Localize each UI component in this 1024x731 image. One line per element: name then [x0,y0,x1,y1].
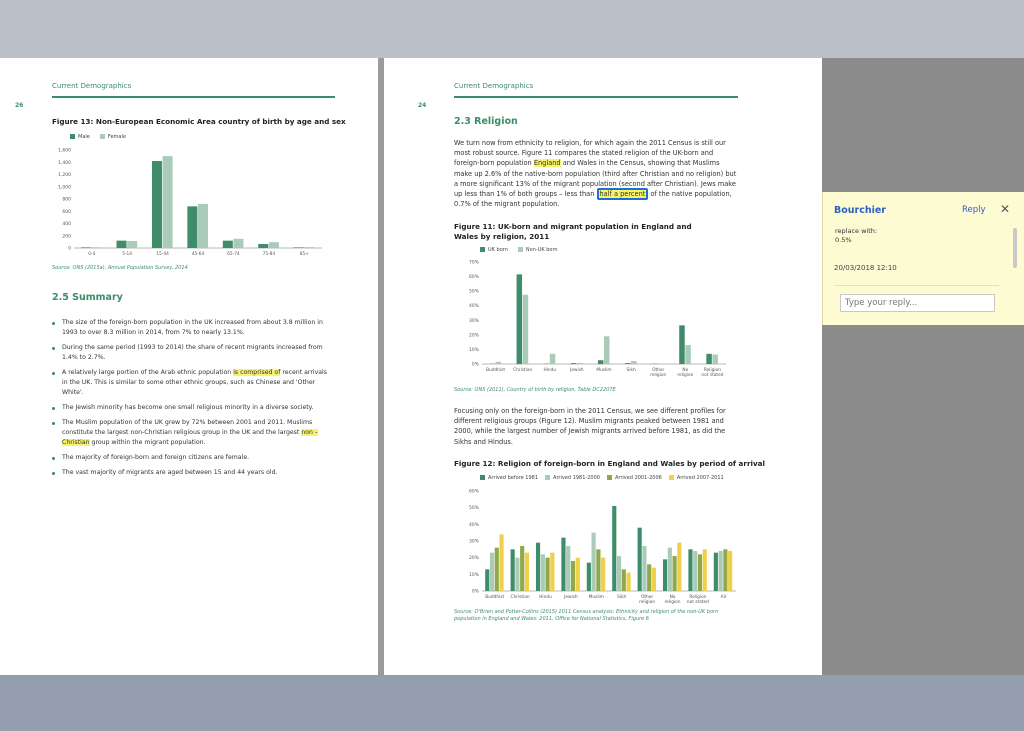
bar-arrived-1981-2000 [642,546,646,591]
x-tick-label: 75-84 [262,252,276,257]
x-tick-label: Religion [703,368,721,373]
comment-timestamp: 20/03/2018 12:10 [834,264,897,272]
bar-arrived-1981-2000 [592,533,596,591]
bar-uk-born [517,274,523,364]
summary-bullet: The majority of foreign-born and foreign citizens are female. [52,453,334,463]
text-highlight[interactable]: non – Christian [62,429,319,446]
highlight-half-a-percent[interactable]: half a percent [597,188,649,200]
bar-female [92,247,102,248]
bar-male [294,247,304,248]
bar-arrived-2001-2006 [596,549,600,591]
y-tick-label: 1,400 [58,160,71,166]
x-tick-label: Jewish [564,595,578,600]
legend-item-non-uk-born: Non-UK born [518,247,558,253]
bar-arrived-before-1981 [511,549,515,591]
y-tick-label: 1,600 [58,148,71,154]
x-tick-label: Hindu [543,368,557,373]
bar-arrived-1981-2000 [693,551,697,591]
bar-arrived-2001-2006 [571,561,575,591]
bar-arrived-2007-2011 [728,551,732,591]
legend-item-2001-2006: Arrived 2001-2006 [607,475,662,481]
bar-arrived-2007-2011 [703,549,707,591]
highlight-england[interactable]: England [533,159,561,168]
x-tick-label: All [720,595,726,600]
bar-arrived-2001-2006 [495,548,499,591]
y-tick-label: 200 [62,234,71,240]
bar-arrived-before-1981 [688,549,692,591]
x-tick-label: No [669,595,676,600]
bar-female [163,156,173,248]
x-tick-label: not stated [701,373,724,378]
bar-arrived-before-1981 [663,559,667,591]
bar-arrived-2001-2006 [520,546,524,591]
y-tick-label: 60% [468,489,479,495]
bar-male [152,161,162,248]
figure-11-legend [480,247,558,253]
x-tick-label: Other [640,595,654,600]
bar-arrived-2007-2011 [677,543,681,591]
bar-non-uk-born [577,363,583,364]
y-tick-label: 0% [471,589,479,595]
y-tick-label: 800 [62,197,71,203]
middle-paragraph: Focusing only on the foreign-born in the 2011 Census, we see different profiles for different religious groups (Figure 12). Muslim migrants peaked between 1981 and 2000, while the largest number of Jewish migrants arrived before 1981, as did the Sikhs and Hindus. [454,407,726,446]
legend-item-1981-2000: Arrived 1981-2000 [545,475,600,481]
y-tick-label: 30% [468,318,479,324]
bar-arrived-1981-2000 [617,556,621,591]
bar-male [258,244,268,248]
bar-arrived-1981-2000 [566,546,570,591]
y-tick-label: 0 [68,246,71,252]
bar-arrived-1981-2000 [515,558,519,591]
header-rule [52,96,335,98]
comment-text: replace with: 0.5% [835,227,878,244]
comment-author: Bourchier [834,205,886,216]
running-head: Current Demographics [454,82,534,90]
bar-uk-born [625,363,631,364]
bar-arrived-before-1981 [561,538,565,591]
bar-non-uk-born [658,363,664,364]
legend-item-2007-2011: Arrived 2007-2011 [669,475,724,481]
comment-separator [834,285,999,286]
bar-uk-born [679,325,685,364]
x-tick-label: Buddhist [486,368,506,373]
x-tick-label: 15-44 [156,252,169,257]
summary-list [52,318,334,483]
bar-female [233,239,243,248]
x-tick-label: Buddhist [485,595,505,600]
bar-arrived-before-1981 [612,506,616,591]
x-tick-label: 45-64 [191,252,205,257]
page-number: 26 [15,102,24,109]
x-tick-label: Christian [510,595,530,600]
bar-uk-born [598,360,604,364]
bar-arrived-before-1981 [485,569,489,591]
page-number: 24 [418,102,427,109]
bar-non-uk-born [550,354,556,364]
x-tick-label: Hindu [539,595,552,600]
y-tick-label: 30% [468,539,479,545]
bar-uk-born [706,354,712,364]
figure-11-source: Source: ONS (2011), Country of birth by religion, Table DC2207E [454,387,616,393]
page-26 [0,58,378,675]
bar-uk-born [571,363,577,364]
bar-male [117,241,127,248]
summary-bullet: The Jewish minority has become one small religious minority in a diverse society. [52,403,334,413]
bar-arrived-before-1981 [638,528,642,591]
reply-input[interactable] [840,294,995,312]
bar-female [304,247,314,248]
y-tick-label: 60% [468,275,479,281]
bar-non-uk-born [631,361,637,364]
figure-11-title: Figure 11: UK-born and migrant population in England and Wales by religion, 2011 [454,222,692,241]
figure-11-chart [444,256,734,388]
x-tick-label: Religion [689,595,707,600]
y-tick-label: 600 [62,209,71,215]
bar-arrived-1981-2000 [541,554,545,591]
y-tick-label: 50% [468,289,479,295]
bar-arrived-1981-2000 [668,548,672,591]
bar-male [223,241,233,248]
bar-non-uk-born [523,295,529,364]
x-tick-label: religion [639,600,656,605]
y-tick-label: 40% [468,522,479,528]
x-tick-label: 85+ [299,252,309,257]
summary-bullet: The Muslim population of the UK grew by 72% between 2001 and 2011. Muslims constitute the largest non-Christian religious group in the UK and the largest non – Christian group within the migrant population. [52,418,334,448]
y-tick-label: 1,000 [58,185,71,191]
bar-arrived-2007-2011 [601,558,605,591]
x-tick-label: Jewish [570,368,584,373]
y-tick-label: 20% [468,333,479,339]
y-tick-label: 20% [468,556,479,562]
header-rule [454,96,738,98]
bar-arrived-2007-2011 [525,553,529,591]
bar-non-uk-born [685,345,691,364]
bar-arrived-2001-2006 [698,554,702,591]
x-tick-label: religion [650,373,667,378]
y-tick-label: 10% [468,572,479,578]
x-tick-label: not stated [686,600,709,605]
bar-arrived-1981-2000 [719,551,723,591]
x-tick-label: Sikh [617,595,627,600]
figure-12-title: Figure 12: Religion of foreign-born in England and Wales by period of arrival [454,459,765,468]
bar-non-uk-born [604,336,610,364]
figure-13-legend [70,134,126,140]
bar-arrived-1981-2000 [490,553,494,591]
summary-heading: 2.5 Summary [52,292,123,303]
legend-item-male: Male [70,134,90,140]
figure-12-source: Source: O'Brien and Potter-Collins (2015) 2011 Census analysis: Ethnicity and religion of the non-UK born population in England and Wales: 2011, Office for National Statistics, Figure 6 [454,609,719,622]
y-tick-label: 40% [468,304,479,310]
y-tick-label: 70% [468,260,479,266]
bar-male [187,206,197,248]
bar-arrived-2001-2006 [622,569,626,591]
close-icon[interactable]: ✕ [1000,202,1011,216]
legend-item-uk-born: UK born [480,247,508,253]
x-tick-label: Sikh [626,368,636,373]
bar-arrived-2001-2006 [723,549,727,591]
bar-arrived-before-1981 [536,543,540,591]
bar-arrived-2001-2006 [647,564,651,591]
bar-arrived-2007-2011 [550,553,554,591]
bar-arrived-2001-2006 [546,558,550,591]
x-tick-label: Christian [513,368,533,373]
religion-heading: 2.3 Religion [454,116,518,127]
y-tick-label: 10% [468,347,479,353]
x-tick-label: Other [652,368,665,373]
x-tick-label: Muslim [588,595,604,600]
summary-bullet: The vast majority of migrants are aged between 15 and 44 years old. [52,468,334,478]
figure-13-title: Figure 13: Non-European Economic Area country of birth by age and sex [52,117,346,126]
comment-scrollbar[interactable] [1013,228,1017,268]
summary-bullet: A relatively large portion of the Arab ethnic population is comprised of recent arrivals in the UK. This is similar to some other ethnic groups, such as Chinese and 'Other White'. [52,368,334,398]
bar-male [81,247,91,248]
x-tick-label: Muslim [596,368,612,373]
legend-item-before-1981: Arrived before 1981 [480,475,538,481]
bar-non-uk-born [496,362,502,364]
reply-button[interactable]: Reply [962,205,986,215]
bar-arrived-2007-2011 [576,558,580,591]
comment-popup [822,192,1024,325]
x-tick-label: religion [677,373,694,378]
y-tick-label: 1,200 [58,173,71,178]
x-tick-label: No [682,368,689,373]
legend-item-female: Female [100,134,126,140]
figure-12-legend [480,475,724,481]
page-24 [384,58,822,675]
figure-13-source: Source: ONS (2015a), Annual Population Survey, 2014 [52,265,188,271]
bar-arrived-before-1981 [714,553,718,591]
bar-female [198,204,208,248]
summary-bullet: During the same period (1993 to 2014) the share of recent migrants increased from 1.4% to 2.7%. [52,343,334,363]
text-highlight[interactable]: is comprised of [233,369,281,376]
summary-bullet: The size of the foreign-born population in the UK increased from about 3.8 million in 1993 to over 8.3 million in 2014, from 7% to nearly 13.1%. [52,318,334,338]
bar-arrived-before-1981 [587,563,591,591]
x-tick-label: 0-4 [88,252,96,257]
status-area [0,675,1024,731]
bar-arrived-2007-2011 [499,534,503,591]
running-head: Current Demographics [52,82,132,90]
religion-intro-paragraph: We turn now from ethnicity to religion, for which again the 2011 Census is still our most robust source. Figure 11 compares the stated religion of the UK-born and foreign-born population England and Wales in the Census, showing that Muslims make up 2.6% of the native-born population (third after Christian and no religion) but a more significant 13% of the migrant population (second after Christian). Jews make up less than 1% of both groups – less than half a percent of the native population, 0.7% of the migrant population. [454,139,737,209]
bar-female [269,242,279,248]
figure-13-chart [40,144,330,268]
x-tick-label: religion [664,600,681,605]
x-tick-label: 5-14 [122,252,133,257]
toolbar-area [0,0,1024,58]
bar-female [127,241,137,248]
figure-12-chart [444,485,744,615]
bar-arrived-2007-2011 [626,573,630,591]
y-tick-label: 50% [468,506,479,512]
bar-arrived-2001-2006 [673,556,677,591]
bar-arrived-2007-2011 [652,568,656,591]
y-tick-label: 400 [62,222,71,227]
y-tick-label: 0% [471,362,479,368]
bar-non-uk-born [712,355,718,364]
x-tick-label: 65-74 [227,252,240,257]
